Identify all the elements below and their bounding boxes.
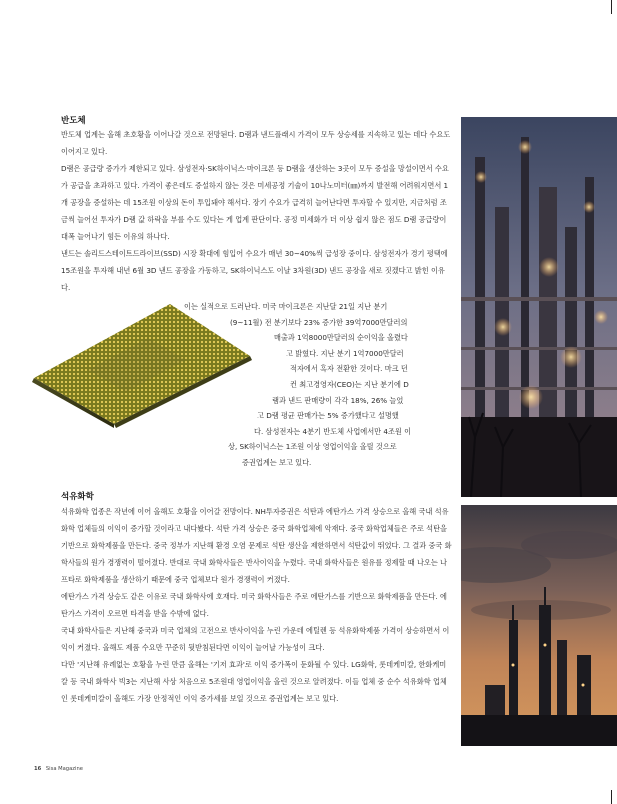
petrochemical-body <box>61 503 452 707</box>
wrap-line: 컨 최고경영자(CEO)는 지난 분기에 D <box>290 379 409 389</box>
page-footer <box>34 766 83 772</box>
paragraph: 낸드는 솔리드스테이트드라이브(SSD) 시장 확대에 힘입어 수요가 매년 30~40%씩 급성장 중이다. 삼성전자가 경기 평택에 15조원을 투자해 내년 6월 3D 낸드 공장을 가동하고, SK하이닉스도 이날 3차원(3D) 낸드 공장을 새로 짓겠다고 밝힌 이유다. <box>61 249 448 292</box>
wrap-line: 적자에서 흑자 전환한 것이다. 마크 던 <box>290 364 408 374</box>
publication-name: Sisa Magazine <box>45 766 83 772</box>
paragraph: 국내 화학사들은 지난해 중국과 미국 업체의 고전으로 반사이익을 누린 가운데 에틸렌 등 석유화학제품 가격이 상승하면서 이익이 커졌다. 올해도 제품 수요만 꾸준히 뒷받침된다면 이익이 늘어날 가능성이 크다. <box>61 626 450 652</box>
wrap-line: 고 밝혔다. 지난 분기 1억7000만달러 <box>286 348 404 358</box>
wrap-line: 고 D램 평균 판매가는 5% 증가했다고 설명했 <box>257 411 399 421</box>
wrap-line: 증권업계는 보고 있다. <box>242 457 312 467</box>
paragraph: 반도체 업계는 올해 초호황을 이어나갈 것으로 전망된다. D램과 낸드플래시 가격이 모두 상승세를 지속하고 있는 데다 수요도 이어지고 있다. <box>61 130 451 156</box>
refinery-sunset-photo <box>461 505 617 746</box>
semiconductor-body <box>61 126 452 296</box>
wrap-line: 다. 삼성전자는 4분기 반도체 사업에서만 4조원 이 <box>254 426 412 436</box>
crop-mark-bottom-right <box>611 790 612 804</box>
section-title-semiconductor: 반도체 <box>61 116 86 126</box>
paragraph: 다만 '지난해 유례없는 호황을 누린 만큼 올해는 '기저 효과'로 이익 증가폭이 둔화될 수 있다. LG화학, 롯데케미칼, 한화케미칼 등 국내 화학사 빅3는 지난해 사상 처음으로 5조원대 영업이익을 올린 것으로 알려졌다. 이들 업체 중 순수 석유화학 업체인 롯데케미칼이 올해도 가장 안정적인 이익 증가세를 보일 것으로 증권업계는 보고 있다. <box>61 660 447 703</box>
section-title-petrochemical: 석유화학 <box>61 492 94 502</box>
paragraph: D램은 공급량 증가가 제한되고 있다. 삼성전자·SK하이닉스·마이크론 등 D램을 생산하는 3곳이 모두 증설을 망설이면서 수요가 공급을 초과하고 있다. 가격이 좋은데도 증설하지 않는 것은 미세공정 기술이 10나노미터(㎚)까지 발전해 어려워지면서 1개 공장을 증설하는 데 15조원 이상의 돈이 투입돼야 해서다. 장기 수요가 급격히 늘어난다면 투자할 수 있지만, 지금처럼 조금씩 늘어선 투자가 D램 값 하락을 부를 수도 있다는 게 업계 판단이다. 공정 미세화가 더 이상 쉽지 않은 점도 D램 공급량이 대폭 늘어나기 힘든 이유의 하나다. <box>61 164 449 241</box>
wrap-line: 매출과 1억8000만달러의 순이익을 올렸다 <box>274 333 408 343</box>
wrap-line: (9~11월) 전 분기보다 23% 증가한 39억7000만달러의 <box>230 317 408 327</box>
wrap-line: 상, SK하이닉스는 1조원 이상 영업이익을 올릴 것으로 <box>228 442 397 452</box>
refinery-night-photo <box>461 117 617 497</box>
wrap-line: 이는 실적으로 드러난다. 미국 마이크론은 지난달 21일 지난 분기 <box>184 302 388 311</box>
paragraph: 에탄가스 가격 상승도 같은 이유로 국내 화학사에 호재다. 미국 화학사들은 주로 에탄가스를 기반으로 화학제품을 만든다. 에탄가스 가격이 오르면 타격을 받을 수밖에 없다. <box>61 592 448 618</box>
crop-mark-top-right <box>611 0 612 14</box>
wrap-line: 램과 낸드 판매량이 각각 18%, 26% 늘었 <box>272 395 404 405</box>
paragraph: 석유화학 업종은 작년에 이어 올해도 호황을 이어갈 전망이다. NH투자증권은 석탄과 에탄가스 가격 상승으로 올해 국내 석유화학 업체들의 이익이 증가할 것이라고 내다봤다. 석탄 가격 상승은 중국 화학업체에 악재다. 중국 화학업체들은 주로 석탄을 기반으로 화학제품을 만든다. 중국 정부가 지난해 환경 오염 문제로 석탄 생산을 제한하면서 석탄값이 뛰었다. 그 결과 중국 화학사들의 원가 경쟁력이 떨어졌다. 반대로 국내 화학사들은 반사이익을 누렸다. 국내 화학사들은 원유를 정제할 때 나오는 나프타로 화학제품을 생산하기 때문에 중국 업체보다 원가 경쟁력이 커졌다. <box>61 507 452 584</box>
semiconductor-wrap-text <box>180 299 452 471</box>
page-number: 16 <box>34 766 42 772</box>
